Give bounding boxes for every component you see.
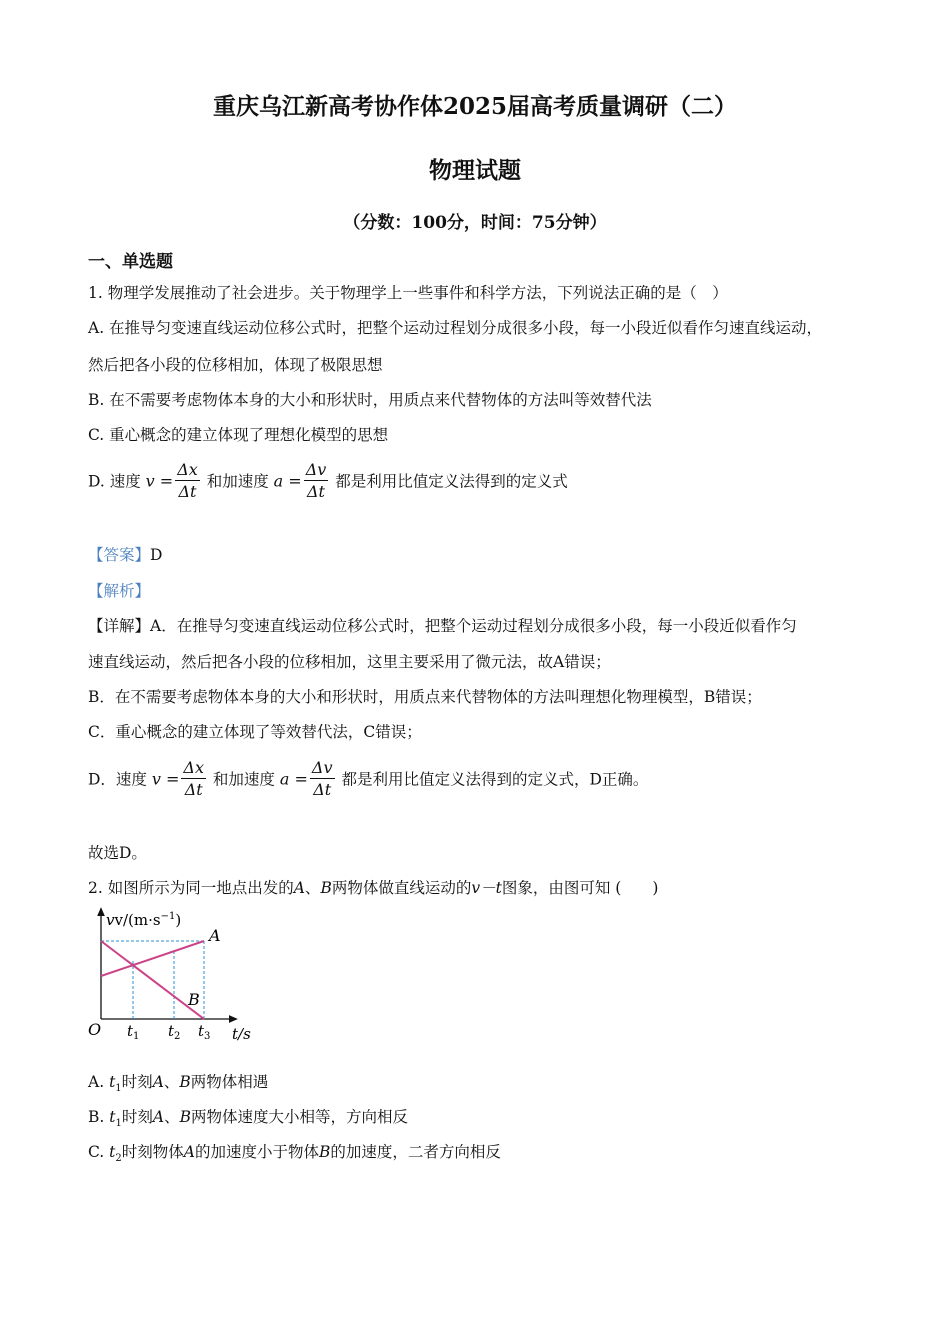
t3-tick-label: $t_3$	[198, 1022, 211, 1042]
q2-stem	[88, 876, 658, 900]
q2-option-a-sub: 1	[115, 1083, 122, 1095]
q2-option-a-obj-a: A	[152, 1073, 164, 1091]
q2-option-a	[88, 1070, 268, 1101]
detail-formula-a-fraction	[310, 758, 335, 801]
section-heading: 一、单选题	[88, 252, 173, 272]
subject-title: 物理试题	[429, 157, 521, 184]
exam-title: 重庆乌江新高考协作体2025届高考质量调研（二）	[212, 93, 737, 120]
q2-option-b-t: t	[109, 1108, 116, 1126]
q2-option-c-sub: 2	[115, 1153, 122, 1165]
detail-formula-a-lhs: a =	[279, 769, 308, 789]
t2-tick-label: $t_2$	[168, 1022, 181, 1042]
q1-answer	[88, 543, 162, 567]
q2-stem-part1: 2. 如图所示为同一地点出发的	[88, 879, 294, 897]
q2-option-c-t: t	[109, 1143, 116, 1161]
q1-option-d-suffix: 都是利用比值定义法得到的定义式	[335, 472, 568, 491]
line-b-label: B	[188, 990, 200, 1009]
t1-tick-label: $t_1$	[127, 1022, 140, 1042]
q2-option-b-text1: 时刻	[121, 1108, 153, 1126]
q1-stem: 1. 物理学发展推动了社会进步。关于物理学上一些事件和科学方法，下列说法正确的是（ ）	[88, 284, 728, 302]
detail-formula-v-lhs: v =	[151, 769, 180, 789]
q1-option-d-middle: 和加速度	[206, 472, 269, 491]
q2-stem-part3: 图象，由图可知 ( )	[501, 879, 659, 897]
line-a-label: A	[209, 926, 221, 945]
detail-formula-v-fraction	[181, 758, 206, 801]
answer-value: D	[150, 546, 163, 564]
q2-option-c-text1: 时刻物体	[121, 1143, 184, 1161]
q2-option-a-text1: 时刻	[121, 1073, 153, 1091]
q2-option-b	[88, 1105, 408, 1136]
detail-formula-a-numerator: Δv	[311, 758, 333, 777]
q2-option-b-obj-a: A	[152, 1108, 165, 1126]
q2-option-a-sep: 、	[163, 1073, 180, 1091]
q2-option-b-obj-b: B	[179, 1108, 191, 1126]
detail-formula-a-denominator: Δt	[313, 780, 332, 799]
line-a	[101, 941, 204, 976]
detail-a-line2: 速直线运动，然后把各小段的位移相加，这里主要采用了微元法，故A错误；	[88, 653, 611, 671]
q2-stem-object-a: A	[293, 879, 305, 897]
detail-label: 【详解】	[88, 617, 151, 635]
q1-option-a-line2: 然后把各小段的位移相加，体现了极限思想	[88, 356, 383, 374]
q2-stem-object-b: B	[320, 879, 332, 897]
detail-d-suffix: 都是利用比值定义法得到的定义式，D正确。	[341, 770, 649, 789]
y-axis-label: $vv/(m\cdot s^{-1})$	[106, 911, 182, 929]
x-axis-label: t/s	[232, 1025, 251, 1043]
formula-a-fraction	[304, 460, 329, 503]
q1-conclusion: 故选D。	[88, 844, 147, 862]
q2-option-a-label: A.	[88, 1073, 110, 1091]
formula-a-denominator: Δt	[307, 482, 325, 501]
detail-d-prefix: D．速度	[88, 770, 147, 789]
q2-option-b-sep: 、	[164, 1108, 180, 1126]
q2-option-c	[88, 1140, 501, 1171]
q1-option-d-prefix: D. 速度	[88, 472, 141, 491]
q2-stem-vt: v－t	[471, 879, 502, 897]
q2-stem-separator: 、	[304, 879, 321, 897]
vt-graph	[80, 905, 270, 1055]
origin-label: O	[88, 1020, 102, 1039]
q1-option-c: C. 重心概念的建立体现了理想化模型的思想	[88, 426, 389, 444]
q2-option-c-text3: 的加速度，二者方向相反	[330, 1143, 501, 1161]
q1-option-a-line1: A. 在推导匀变速直线运动位移公式时，把整个运动过程划分成很多小段，每一小段近似看作匀速直线运动，	[88, 319, 823, 337]
detail-c: C．重心概念的建立体现了等效替代法，C错误；	[88, 723, 422, 741]
q2-stem-part2: 两物体做直线运动的	[331, 879, 472, 897]
detail-a-line1	[88, 614, 797, 638]
exam-info: （分数：100分，时间：75分钟）	[343, 213, 607, 233]
detail-a-text: A．在推导匀变速直线运动位移公式时，把整个运动过程划分成很多小段，每一小段近似看作匀	[150, 617, 797, 635]
formula-a-numerator: Δv	[305, 460, 327, 479]
formula-v-lhs: v =	[145, 471, 174, 491]
detail-formula-v-numerator: Δx	[183, 758, 204, 777]
formula-v-fraction	[175, 460, 200, 503]
q2-option-a-text2: 两物体相遇	[190, 1073, 269, 1091]
q2-option-b-label: B.	[88, 1108, 110, 1126]
formula-v-numerator: Δx	[177, 460, 198, 479]
q2-option-c-obj-a: A	[183, 1143, 195, 1161]
answer-label: 【答案】	[88, 546, 151, 564]
q2-option-b-text2: 两物体速度大小相等，方向相反	[190, 1108, 408, 1126]
formula-v-denominator: Δt	[178, 482, 197, 501]
q2-option-a-obj-b: B	[179, 1073, 191, 1091]
q2-option-a-t: t	[109, 1073, 116, 1091]
q2-option-b-sub: 1	[115, 1118, 122, 1130]
detail-d	[88, 758, 648, 801]
detail-d-middle: 和加速度	[212, 770, 275, 789]
formula-a-lhs: a =	[273, 471, 302, 491]
q1-option-b: B. 在不需要考虑物体本身的大小和形状时，用质点来代替物体的方法叫等效替代法	[88, 391, 652, 409]
analysis-label: 【解析】	[88, 582, 151, 600]
detail-formula-v-denominator: Δt	[184, 780, 203, 799]
q2-option-c-label: C.	[88, 1143, 110, 1161]
detail-b: B．在不需要考虑物体本身的大小和形状时，用质点来代替物体的方法叫理想化物理模型，B错误；	[88, 688, 762, 706]
q1-option-d	[88, 460, 568, 503]
q2-option-c-obj-b: B	[319, 1143, 331, 1161]
q2-option-c-text2: 的加速度小于物体	[195, 1143, 320, 1161]
